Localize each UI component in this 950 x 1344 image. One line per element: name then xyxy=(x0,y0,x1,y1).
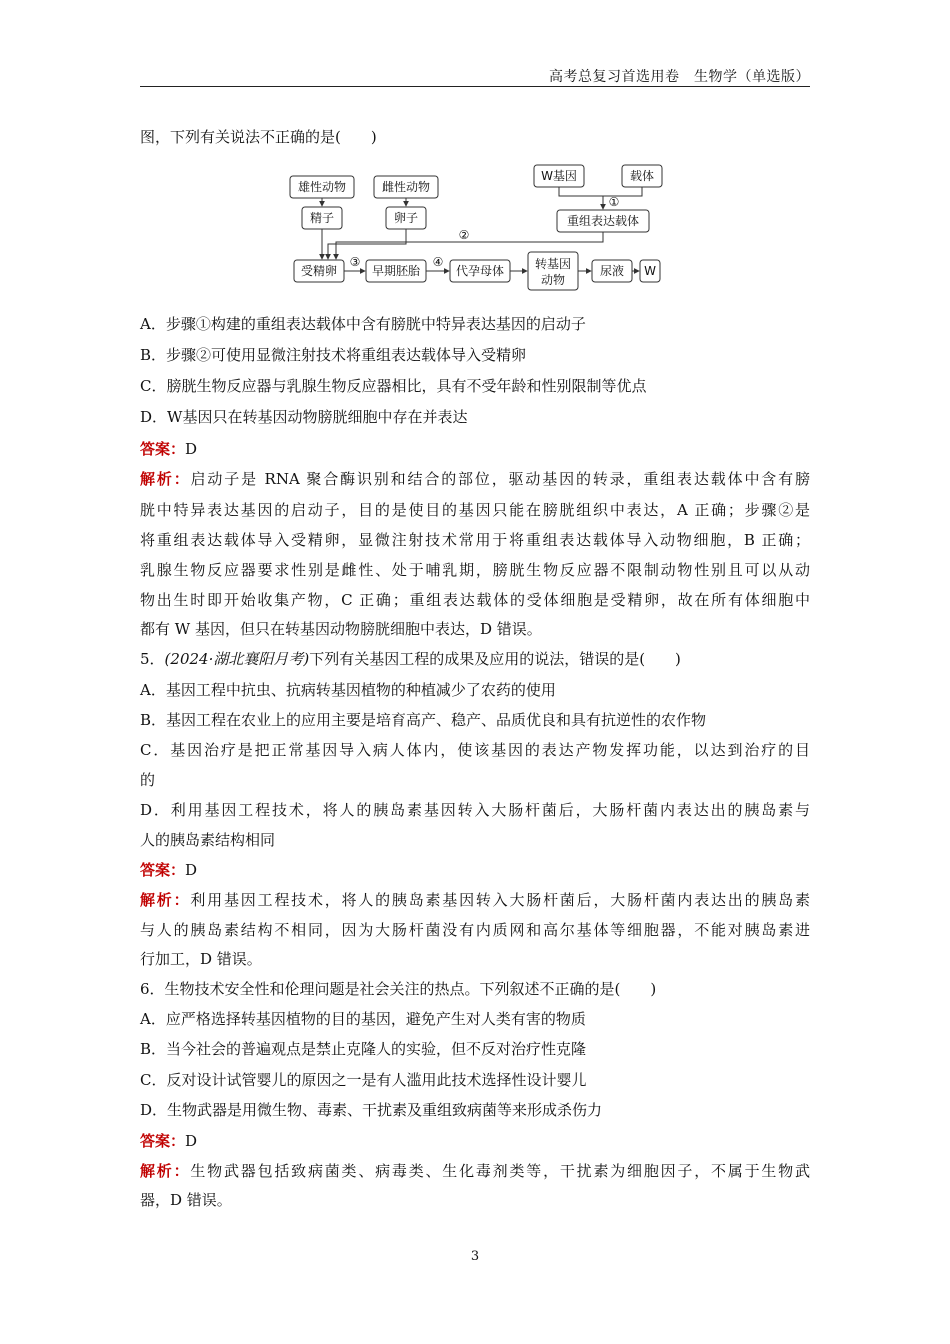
q5-option-d-line-2: 人的胰岛素结构相同 xyxy=(140,831,276,849)
q5-analysis-label: 解析： xyxy=(140,891,191,909)
label-step1: ① xyxy=(608,195,620,209)
q4-option-c: C．膀胱生物反应器与乳腺生物反应器相比，具有不受年龄和性别限制等优点 xyxy=(140,377,647,395)
q5-stem-text: 下列有关基因工程的成果及应用的说法，错误的是( ) xyxy=(309,650,681,668)
label-step3: ③ xyxy=(349,255,361,269)
q6-analysis-text-1: 生物武器包括致病菌类、病毒类、生化毒剂类等，干扰素为细胞因子，不属于生物武 xyxy=(190,1162,810,1180)
label-egg: 卵子 xyxy=(393,211,419,225)
q4-answer xyxy=(140,439,810,459)
label-male-animal: 雄性动物 xyxy=(297,180,347,194)
label-zygote: 受精卵 xyxy=(300,264,338,278)
q4-option-a: A．步骤①构建的重组表达载体中含有膀胱中特异表达基因的启动子 xyxy=(140,315,586,333)
q5-answer xyxy=(140,860,810,880)
label-vector: 载体 xyxy=(629,169,655,183)
label-step2: ② xyxy=(458,228,470,242)
q5-option-d-line-1: D．利用基因工程技术，将人的胰岛素基因转入大肠杆菌后，大肠杆菌内表达出的胰岛素与 xyxy=(140,801,810,819)
label-sperm: 精子 xyxy=(309,211,335,225)
q4-analysis-text-1: 启动子是 RNA 聚合酶识别和结合的部位，驱动基因的转录，重组表达载体中含有膀 xyxy=(190,470,810,488)
q4-analysis-line-3: 将重组表达载体导入受精卵，显微注射技术常用于将重组表达载体导入动物细胞，B 正确； xyxy=(140,531,810,549)
q4-option-b: B．步骤②可使用显微注射技术将重组表达载体导入受精卵 xyxy=(140,346,527,364)
q4-option-d: D．W基因只在转基因动物膀胱细胞中存在并表达 xyxy=(140,408,468,426)
label-transgenic-line1: 转基因 xyxy=(534,257,572,271)
page-number: 3 xyxy=(470,1249,480,1264)
label-surrogate-mother: 代孕母体 xyxy=(455,264,505,278)
q6-option-c: C．反对设计试管婴儿的原因之一是有人滥用此技术选择性设计婴儿 xyxy=(140,1071,587,1089)
q5-answer-label: 答案： xyxy=(140,861,186,879)
q4-analysis-line-6: 都有 W 基因，但只在转基因动物膀胱细胞中表达，D 错误。 xyxy=(140,620,542,638)
q6-answer-value: D xyxy=(185,1132,198,1150)
q5-option-c-line-2: 的 xyxy=(140,771,156,789)
q5-stem xyxy=(140,649,810,669)
gene-engineering-flow-diagram xyxy=(280,160,700,296)
q5-number: 5． xyxy=(140,650,165,668)
q5-analysis-line-1 xyxy=(140,890,810,910)
label-w-product: W xyxy=(644,264,656,278)
q6-analysis-line-1 xyxy=(140,1161,810,1181)
q6-option-b: B．当今社会的普遍观点是禁止克隆人的实验，但不反对治疗性克隆 xyxy=(140,1040,587,1058)
q6-answer xyxy=(140,1131,810,1151)
q4-analysis-label: 解析： xyxy=(140,470,191,488)
arrow-egg-to-zygote xyxy=(328,229,406,259)
label-female-animal: 雌性动物 xyxy=(381,180,431,194)
q5-source: (2024·湖北襄阳月考) xyxy=(164,650,310,668)
label-recombinant-vector: 重组表达载体 xyxy=(566,214,640,228)
q6-stem: 6．生物技术安全性和伦理问题是社会关注的热点。下列叙述不正确的是( ) xyxy=(140,980,657,998)
q5-analysis-line-3: 行加工，D 错误。 xyxy=(140,950,262,968)
q4-analysis-line-4: 乳腺生物反应器要求性别是雌性、处于哺乳期，膀胱生物反应器不限制动物性别且可以从动 xyxy=(140,561,810,579)
q5-answer-value: D xyxy=(185,861,198,879)
q5-option-c-line-1: C．基因治疗是把正常基因导入病人体内，使该基因的表达产物发挥功能，以达到治疗的目 xyxy=(140,741,810,759)
label-step4: ④ xyxy=(432,255,444,269)
q5-analysis-text-1: 利用基因工程技术，将人的胰岛素基因转入大肠杆菌后，大肠杆菌内表达出的胰岛素 xyxy=(190,891,810,909)
q6-option-a: A．应严格选择转基因植物的目的基因，避免产生对人类有害的物质 xyxy=(140,1010,586,1028)
label-urine: 尿液 xyxy=(599,264,625,278)
q4-analysis-line-5: 物出生时即开始收集产物，C 正确；重组表达载体的受体细胞是受精卵，故在所有体细胞中 xyxy=(140,591,810,609)
q5-analysis-line-2: 与人的胰岛素结构不相同，因为大肠杆菌没有内质网和高尔基体等细胞器，不能对胰岛素进 xyxy=(140,921,810,939)
q4-analysis-line-2: 胱中特异表达基因的启动子，目的是使目的基因只能在膀胱组织中表达，A 正确；步骤②是 xyxy=(140,501,810,519)
q5-option-b: B．基因工程在农业上的应用主要是培育高产、稳产、品质优良和具有抗逆性的农作物 xyxy=(140,711,707,729)
header-rule xyxy=(140,86,810,87)
q4-answer-label: 答案： xyxy=(140,440,186,458)
q6-option-d: D．生物武器是用微生物、毒素、干扰素及重组致病菌等来形成杀伤力 xyxy=(140,1101,603,1119)
q6-analysis-line-2: 器，D 错误。 xyxy=(140,1191,232,1209)
q5-option-a: A．基因工程中抗虫、抗病转基因植物的种植减少了农药的使用 xyxy=(140,681,556,699)
label-transgenic-line2: 动物 xyxy=(540,273,566,287)
connector-wgene xyxy=(559,187,603,196)
label-w-gene: W基因 xyxy=(541,169,577,183)
page-header: 高考总复习首选用卷 生物学（单选版） xyxy=(549,69,810,85)
label-early-embryo: 早期胚胎 xyxy=(371,264,421,278)
q6-answer-label: 答案： xyxy=(140,1132,186,1150)
q4-answer-value: D xyxy=(185,440,198,458)
q6-analysis-label: 解析： xyxy=(140,1162,191,1180)
q4-stem-tail: 图，下列有关说法不正确的是( ) xyxy=(140,128,377,146)
q4-analysis-line-1 xyxy=(140,469,810,489)
